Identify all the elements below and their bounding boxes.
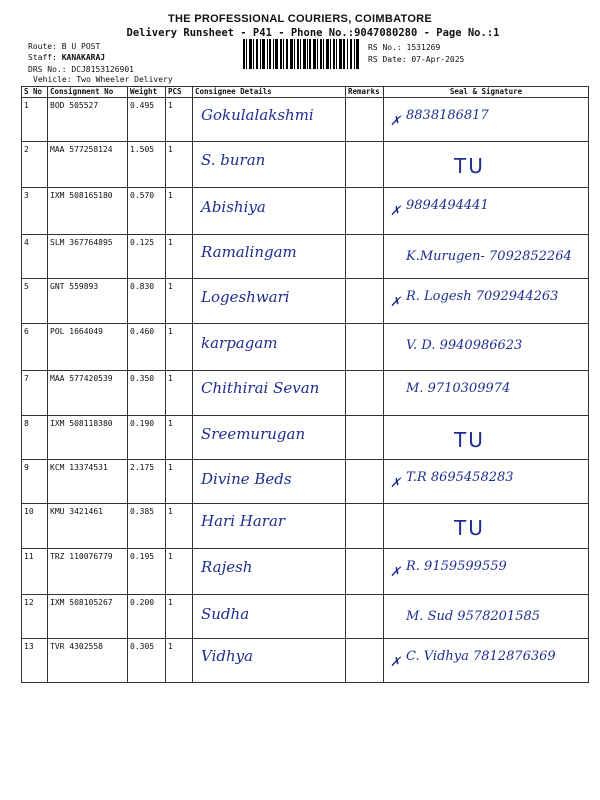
- signature-handwriting: T.R 8695458283: [406, 470, 514, 485]
- serial-number: 11: [22, 549, 48, 595]
- signature-handwriting: 8838186817: [406, 108, 489, 123]
- pcs-value: 1: [166, 595, 193, 639]
- consignee-cell: [193, 142, 346, 188]
- remarks-cell: [346, 549, 384, 595]
- pcs-value: 1: [166, 504, 193, 549]
- signature-handwriting: K.Murugen- 7092852264: [406, 249, 572, 264]
- table-row: [22, 279, 589, 324]
- serial-number: 1: [22, 98, 48, 142]
- staff-value: KANAKARAJ: [61, 53, 106, 62]
- remarks-cell: [346, 504, 384, 549]
- consignee-handwriting: Logeshwari: [201, 288, 290, 306]
- consignee-cell: [193, 371, 346, 416]
- consignment-number: POL 1664049: [48, 324, 128, 371]
- col-signature-header: Seal & Signature: [384, 87, 589, 98]
- cross-mark: ✗: [390, 476, 401, 491]
- signature-cell: [384, 371, 589, 416]
- table-row: [22, 549, 589, 595]
- serial-number: 3: [22, 188, 48, 235]
- weight-value: 0.830: [128, 279, 166, 324]
- pcs-value: 1: [166, 235, 193, 279]
- rs-date-line: RS Date: 07-Apr-2025: [368, 55, 465, 64]
- pcs-value: 1: [166, 188, 193, 235]
- pcs-value: 1: [166, 549, 193, 595]
- weight-value: 0.195: [128, 549, 166, 595]
- weight-value: 0.570: [128, 188, 166, 235]
- table-header-row: [22, 87, 589, 98]
- pcs-value: 1: [166, 324, 193, 371]
- consignment-number: TRZ 110076779: [48, 549, 128, 595]
- table-row: [22, 416, 589, 460]
- remarks-cell: [346, 324, 384, 371]
- consignee-handwriting: Sudha: [201, 605, 250, 623]
- pcs-value: 1: [166, 460, 193, 504]
- col-consignee-header: Consignee Details: [193, 87, 346, 98]
- remarks-cell: [346, 98, 384, 142]
- consignment-number: KMU 3421461: [48, 504, 128, 549]
- signature-handwriting: V. D. 9940986623: [406, 338, 523, 353]
- weight-value: 1.505: [128, 142, 166, 188]
- remarks-cell: [346, 416, 384, 460]
- weight-value: 0.460: [128, 324, 166, 371]
- weight-value: 0.350: [128, 371, 166, 416]
- route-value: B U POST: [61, 42, 101, 51]
- runsheet-table: [21, 86, 589, 683]
- consignee-cell: [193, 188, 346, 235]
- consignee-handwriting: Rajesh: [201, 558, 253, 576]
- consignee-handwriting: Gokulalakshmi: [201, 106, 314, 124]
- consignee-handwriting: Chithirai Sevan: [201, 379, 320, 397]
- pcs-value: 1: [166, 98, 193, 142]
- vehicle-value: Two Wheeler Delivery: [76, 75, 173, 84]
- consignee-cell: [193, 235, 346, 279]
- remarks-cell: [346, 279, 384, 324]
- consignee-handwriting: Abishiya: [201, 198, 266, 216]
- signature-cell: [384, 142, 589, 188]
- signature-cell: [384, 98, 589, 142]
- table-row: [22, 98, 589, 142]
- signature-handwriting: M. Sud 9578201585: [406, 609, 541, 624]
- pcs-value: 1: [166, 142, 193, 188]
- pcs-value: 1: [166, 416, 193, 460]
- signature-cell: [384, 504, 589, 549]
- cross-mark: ✗: [390, 295, 401, 310]
- pcs-value: 1: [166, 371, 193, 416]
- weight-value: 2.175: [128, 460, 166, 504]
- weight-value: 0.190: [128, 416, 166, 460]
- weight-value: 0.125: [128, 235, 166, 279]
- pcs-value: 1: [166, 279, 193, 324]
- signature-cell: [384, 639, 589, 683]
- serial-number: 9: [22, 460, 48, 504]
- consignment-number: SLM 367764895: [48, 235, 128, 279]
- weight-value: 0.305: [128, 639, 166, 683]
- signature-cell: [384, 188, 589, 235]
- serial-number: 2: [22, 142, 48, 188]
- signature-cell: [384, 279, 589, 324]
- tu-mark: TU: [454, 516, 485, 540]
- drs-line: DRS No.: DCJ8153126901: [28, 65, 134, 74]
- remarks-cell: [346, 639, 384, 683]
- signature-cell: [384, 324, 589, 371]
- consignee-handwriting: Vidhya: [201, 647, 254, 665]
- table-row: [22, 235, 589, 279]
- table-row: [22, 460, 589, 504]
- table-row: [22, 324, 589, 371]
- cross-mark: ✗: [390, 565, 401, 580]
- serial-number: 4: [22, 235, 48, 279]
- consignee-handwriting: Ramalingam: [201, 243, 297, 261]
- remarks-cell: [346, 235, 384, 279]
- consignment-number: KCM 13374531: [48, 460, 128, 504]
- consignee-cell: [193, 279, 346, 324]
- remarks-cell: [346, 188, 384, 235]
- signature-cell: [384, 235, 589, 279]
- rs-no-value: 1531269: [406, 43, 441, 52]
- signature-handwriting: M. 9710309974: [406, 381, 511, 396]
- signature-cell: [384, 595, 589, 639]
- cross-mark: ✗: [390, 204, 401, 219]
- consignee-cell: [193, 595, 346, 639]
- consignment-number: MAA 577258124: [48, 142, 128, 188]
- company-title: THE PROFESSIONAL COURIERS, COIMBATORE: [167, 13, 433, 25]
- serial-number: 13: [22, 639, 48, 683]
- weight-value: 0.385: [128, 504, 166, 549]
- staff-line: Staff: KANAKARAJ: [28, 53, 106, 62]
- table-row: [22, 371, 589, 416]
- serial-number: 7: [22, 371, 48, 416]
- consignee-handwriting: Sreemurugan: [201, 425, 306, 443]
- consignee-cell: [193, 504, 346, 549]
- consignee-handwriting: karpagam: [201, 334, 278, 352]
- serial-number: 6: [22, 324, 48, 371]
- signature-handwriting: R. Logesh 7092944263: [406, 289, 559, 304]
- table-row: [22, 595, 589, 639]
- vehicle-line: Vehicle: Two Wheeler Delivery: [33, 75, 173, 84]
- serial-number: 5: [22, 279, 48, 324]
- serial-number: 12: [22, 595, 48, 639]
- consignment-number: IXM 508165180: [48, 188, 128, 235]
- consignment-number: IXM 508105267: [48, 595, 128, 639]
- col-sno-header: S No: [22, 87, 48, 98]
- cross-mark: ✗: [390, 655, 401, 670]
- signature-handwriting: 9894494441: [406, 198, 489, 213]
- consignee-cell: [193, 639, 346, 683]
- route-line: Route: B U POST: [28, 42, 101, 51]
- weight-value: 0.200: [128, 595, 166, 639]
- consignee-cell: [193, 549, 346, 595]
- consignment-number: BOD 505527: [48, 98, 128, 142]
- table-row: [22, 142, 589, 188]
- col-pcs-header: PCS: [166, 87, 193, 98]
- table-row: [22, 188, 589, 235]
- consignee-cell: [193, 324, 346, 371]
- remarks-cell: [346, 595, 384, 639]
- cross-mark: ✗: [390, 114, 401, 129]
- col-consignment-header: Consignment No: [48, 87, 128, 98]
- consignment-number: MAA 577420539: [48, 371, 128, 416]
- pcs-value: 1: [166, 639, 193, 683]
- signature-cell: [384, 460, 589, 504]
- tu-mark: TU: [454, 154, 485, 178]
- runsheet-title: Delivery Runsheet - P41 - Phone No.:9047080280 - Page No.:1: [126, 27, 500, 39]
- remarks-cell: [346, 371, 384, 416]
- rs-no-line: RS No.: 1531269: [368, 43, 441, 52]
- table-row: [22, 504, 589, 549]
- consignment-number: TVR 4302558: [48, 639, 128, 683]
- signature-handwriting: R. 9159599559: [406, 559, 507, 574]
- consignment-number: GNT 559893: [48, 279, 128, 324]
- consignee-handwriting: S. buran: [201, 151, 266, 169]
- col-remarks-header: Remarks: [346, 87, 384, 98]
- signature-handwriting: C. Vidhya 7812876369: [406, 649, 556, 664]
- col-weight-header: Weight: [128, 87, 166, 98]
- consignee-cell: [193, 416, 346, 460]
- remarks-cell: [346, 460, 384, 504]
- signature-cell: [384, 416, 589, 460]
- rs-date-value: 07-Apr-2025: [411, 55, 465, 64]
- serial-number: 10: [22, 504, 48, 549]
- remarks-cell: [346, 142, 384, 188]
- consignee-cell: [193, 98, 346, 142]
- consignee-handwriting: Divine Beds: [201, 470, 292, 488]
- table-row: [22, 639, 589, 683]
- drs-value: DCJ8153126901: [71, 65, 134, 74]
- consignee-handwriting: Hari Harar: [201, 512, 286, 530]
- serial-number: 8: [22, 416, 48, 460]
- signature-cell: [384, 549, 589, 595]
- consignment-number: IXM 508118380: [48, 416, 128, 460]
- tu-mark: TU: [454, 428, 485, 452]
- barcode: [243, 39, 359, 69]
- consignee-cell: [193, 460, 346, 504]
- weight-value: 0.495: [128, 98, 166, 142]
